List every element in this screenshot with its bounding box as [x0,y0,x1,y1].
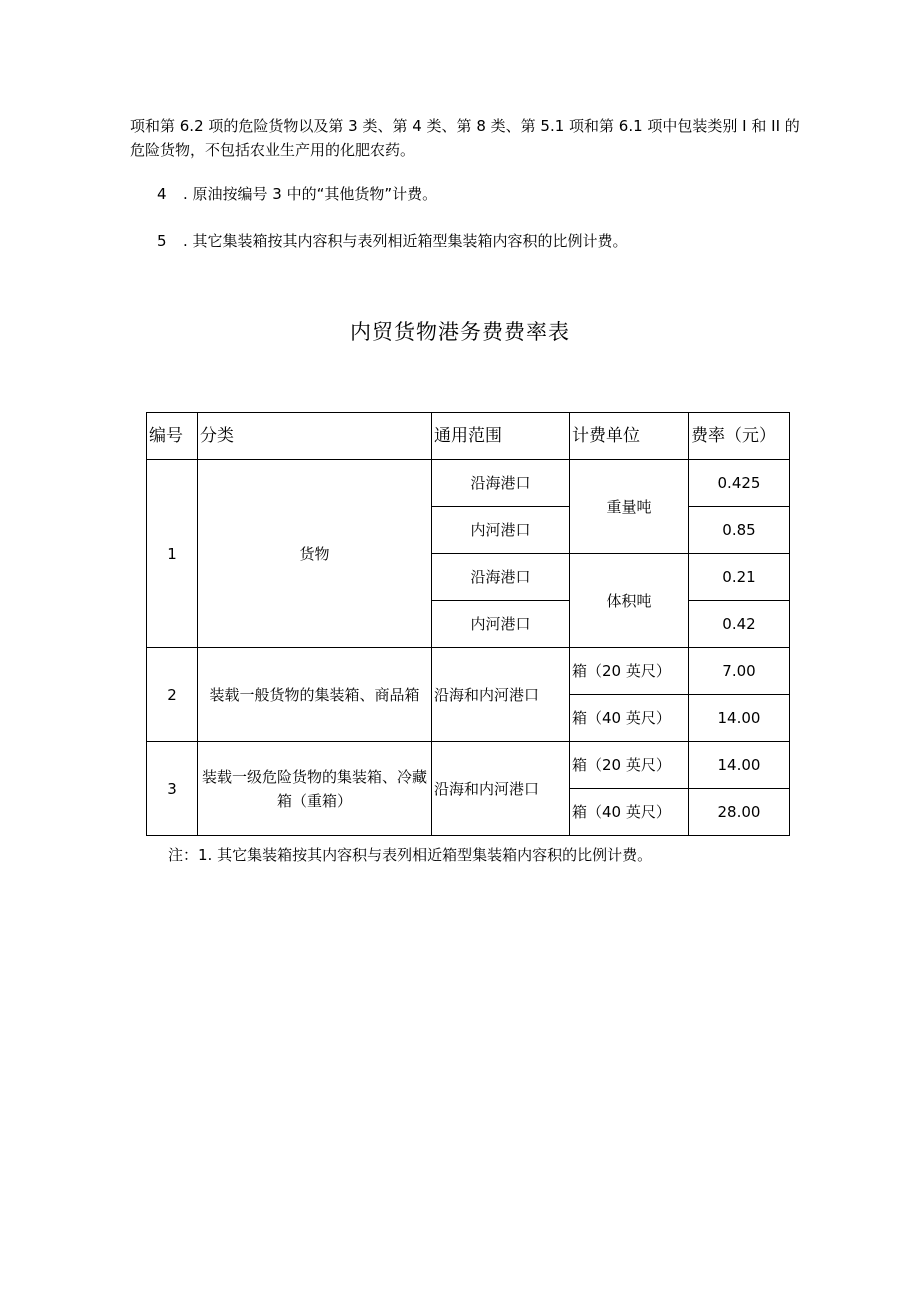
row-rate: 14.00 [689,695,790,742]
row-scope: 沿海港口 [432,460,570,507]
header-number: 编号 [147,413,198,460]
row-unit: 箱（20 英尺） [570,648,689,695]
row-unit: 重量吨 [570,460,689,554]
row-rate: 0.21 [689,554,790,601]
list-item-text: . 原油按编号 3 中的“其他货物”计费。 [183,185,438,203]
row-unit: 箱（40 英尺） [570,695,689,742]
row-rate: 0.42 [689,601,790,648]
header-category: 分类 [198,413,432,460]
row-rate: 0.425 [689,460,790,507]
row-number: 1 [147,460,198,648]
row-category: 装载一级危险货物的集装箱、冷藏箱（重箱） [198,742,432,836]
table-header-row [147,413,790,460]
table-title: 内贸货物港务费费率表 [350,320,570,344]
list-item-5 [157,229,628,253]
list-item-number: 4 [157,185,167,203]
header-scope: 通用范围 [432,413,570,460]
row-category: 装载一般货物的集装箱、商品箱 [198,648,432,742]
row-rate: 14.00 [689,742,790,789]
header-rate: 费率（元） [689,413,790,460]
row-unit: 体积吨 [570,554,689,648]
row-scope: 内河港口 [432,507,570,554]
row-rate: 28.00 [689,789,790,836]
row-scope: 沿海港口 [432,554,570,601]
header-unit: 计费单位 [570,413,689,460]
row-scope: 内河港口 [432,601,570,648]
row-category: 货物 [198,460,432,648]
list-item-number: 5 [157,232,167,250]
continued-paragraph: 项和第 6.2 项的危险货物以及第 3 类、第 4 类、第 8 类、第 5.1 项和第 6.1 项中包装类别 I 和 ΙΙ 的危险货物，不包括农业生产用的化肥农药。 [130,117,800,159]
list-item-4 [157,182,437,206]
row-rate: 7.00 [689,648,790,695]
row-rate: 0.85 [689,507,790,554]
row-unit: 箱（40 英尺） [570,789,689,836]
row-scope: 沿海和内河港口 [432,648,570,742]
list-item-text: . 其它集装箱按其内容积与表列相近箱型集装箱内容积的比例计费。 [183,232,628,250]
row-scope: 沿海和内河港口 [432,742,570,836]
row-number: 2 [147,648,198,742]
table-row [147,742,790,789]
row-unit: 箱（20 英尺） [570,742,689,789]
row-number: 3 [147,742,198,836]
table-note: 注：1. 其它集装箱按其内容积与表列相近箱型集装箱内容积的比例计费。 [168,846,653,864]
fee-rate-table [146,412,790,836]
table-row [147,648,790,695]
table-row [147,460,790,507]
